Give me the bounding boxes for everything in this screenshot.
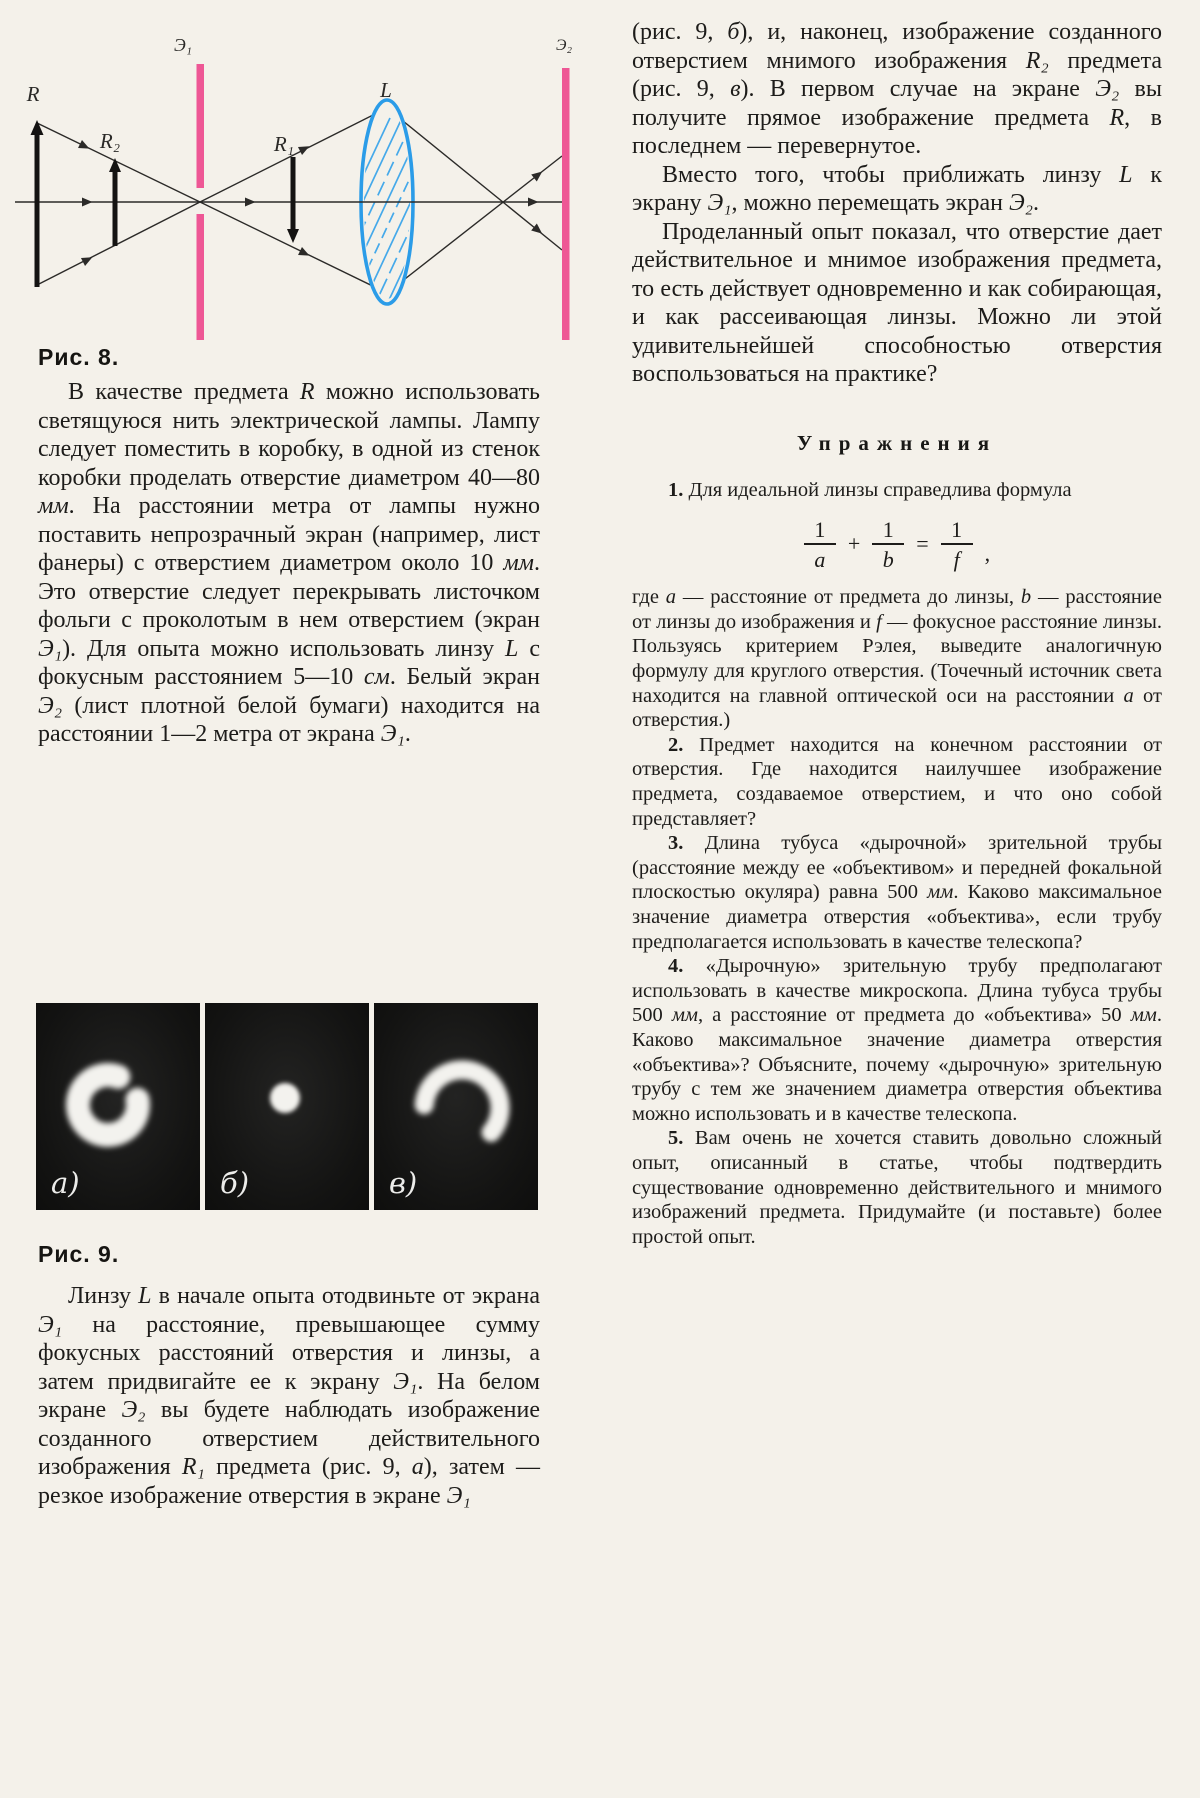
label-screen-E2: Э₂ — [555, 37, 573, 54]
right-column — [632, 18, 1162, 1249]
figure9-caption: Рис. 9. — [38, 1241, 120, 1267]
photo-b-label: б) — [220, 1166, 250, 1200]
photo-a-real-image — [36, 1003, 200, 1210]
right-column-paragraph-1: (рис. 9, б), и, наконец, изображение созданного отверстием мнимого изображения R₂ предмета (рис. 9, в). В первом случае на экране Э₂ вы получите прямое изображение предмета R, в последнем — перевернутое. — [632, 19, 1162, 159]
label-image-R1: R₁ — [273, 132, 295, 156]
label-object-R: R — [26, 82, 40, 106]
figure8-caption: Рис. 8. — [38, 344, 120, 370]
exercise-1-intro: 1. Для идеальной линзы справедлива формула — [668, 478, 1072, 501]
fraction-1-over-f: $\frac{1}{f}$ — [941, 518, 973, 571]
left-column-paragraph-1: В качестве предмета R можно использовать светящуюся нить электрической лампы. Лампу следует поместить в коробку, в одной из стенок коробки проделать отверстие диаметром 40—80 мм. На расстоянии метра от лампы нужно поставить непрозрачный экран (например, лист фанеры) с отверстием диаметром около 10 мм. Это отверстие следует перекрывать листочком фольги с проколотым в нем отверстием (экран Э₁). Для опыта можно использовать линзу L с фокусным расстоянием 5—10 см. Белый экран Э₂ (лист плотной белой бумаги) находится на расстоянии 1—2 метра от экрана Э₁. — [38, 379, 541, 747]
arc-shape — [424, 1070, 500, 1133]
ray-arrowheads — [78, 140, 545, 266]
lens — [298, 100, 474, 315]
exercise-3: 3. Длина тубуса «дырочной» зрительной трубы (расстояние между ее «объективом» и передней фокальной плоскостью окуляра) равна 500 мм. Каково максимальное значение диаметра отверстия «объектива», если трубу предполагается использовать в качестве телескопа? — [632, 832, 1163, 953]
lens-formula — [632, 518, 1162, 571]
photo-a-label: а) — [51, 1166, 80, 1200]
screen-e1-top — [197, 64, 205, 188]
label-lens-L: L — [380, 78, 392, 102]
exercises-heading: Упражнения — [796, 430, 998, 455]
exercise-1-body: где a — расстояние от предмета до линзы, b — расстояние от линзы до изображения и f — фокусное расстояние линзы. Пользуясь критерием Рэлея, выведите аналогичную формулу для круглого отверстия. (Точечный источник света находится на главной оптической оси на расстоянии a от отверстия.) — [632, 586, 1162, 732]
figure9-photo-strip — [36, 1003, 538, 1210]
figure8-diagram — [0, 0, 600, 352]
right-column-paragraph-2: Вместо того, чтобы приближать линзу L к экрану Э₁, можно перемещать экран Э₂. — [632, 161, 1162, 216]
exercise-5: 5. Вам очень не хочется ставить довольно сложный опыт, описанный в статье, чтобы подтвердить существование одновременно действительного и мнимого изображений предмета. Придумайте (и поставьте) более простой опыт. — [632, 1127, 1162, 1248]
screen-e2 — [562, 68, 570, 340]
label-screen-E1: Э₁ — [173, 35, 193, 55]
disc-shape — [270, 1083, 300, 1113]
photo-b-hole-image — [205, 1003, 369, 1210]
equals-sign: = — [916, 530, 929, 556]
fraction-1-over-a: $\frac{1}{a}$ — [804, 518, 836, 571]
screen-e1-bottom — [197, 214, 205, 340]
right-column-paragraph-3: Проделанный опыт показал, что отверстие дает действительное и мнимое изображения предмета, то есть действует одновременно и как собирающая, и как рассеивающая линзы. Можно ли этой удивительнейшей способностью отверстия воспользоваться на практике? — [632, 218, 1162, 387]
plus-sign: + — [847, 530, 861, 556]
label-image-R2: R₂ — [99, 129, 121, 153]
photo-c-label: в) — [389, 1166, 418, 1200]
crescent-shape — [78, 1075, 138, 1135]
fraction-1-over-b: $\frac{1}{b}$ — [872, 518, 904, 571]
photo-c-virtual-image — [374, 1003, 538, 1210]
exercise-2: 2. Предмет находится на конечном расстоянии от отверстия. Где находится наилучшее изображение предмета, создаваемое отверстием, и что оно собой представляет? — [632, 733, 1163, 830]
left-column-paragraph-2: Линзу L в начале опыта отодвиньте от экрана Э₁ на расстояние, превышающее сумму фокусных расстояний отверстия и линзы, а затем придвигайте ее к экрану Э₁. На белом экране Э₂ вы будете наблюдать изображение созданного отверстием действительного изображения R₁ предмета (рис. 9, а), затем — резкое изображение отверстия в экране Э₁ — [38, 1283, 540, 1509]
exercise-4: 4. «Дырочную» зрительную трубу предполагают использовать в качестве микроскопа. Длина тубуса трубы 500 мм, а расстояние от предмета до «объектива» 50 мм. Каково максимальное значение диаметра отверстия «объектива»? Объясните, почему «дырочную» зрительную трубу с тем же значением диаметра отверстия объектива можно использовать и в качестве телескопа. — [632, 955, 1163, 1125]
object-image-arrows — [31, 120, 300, 287]
formula-comma: , — [984, 541, 991, 567]
